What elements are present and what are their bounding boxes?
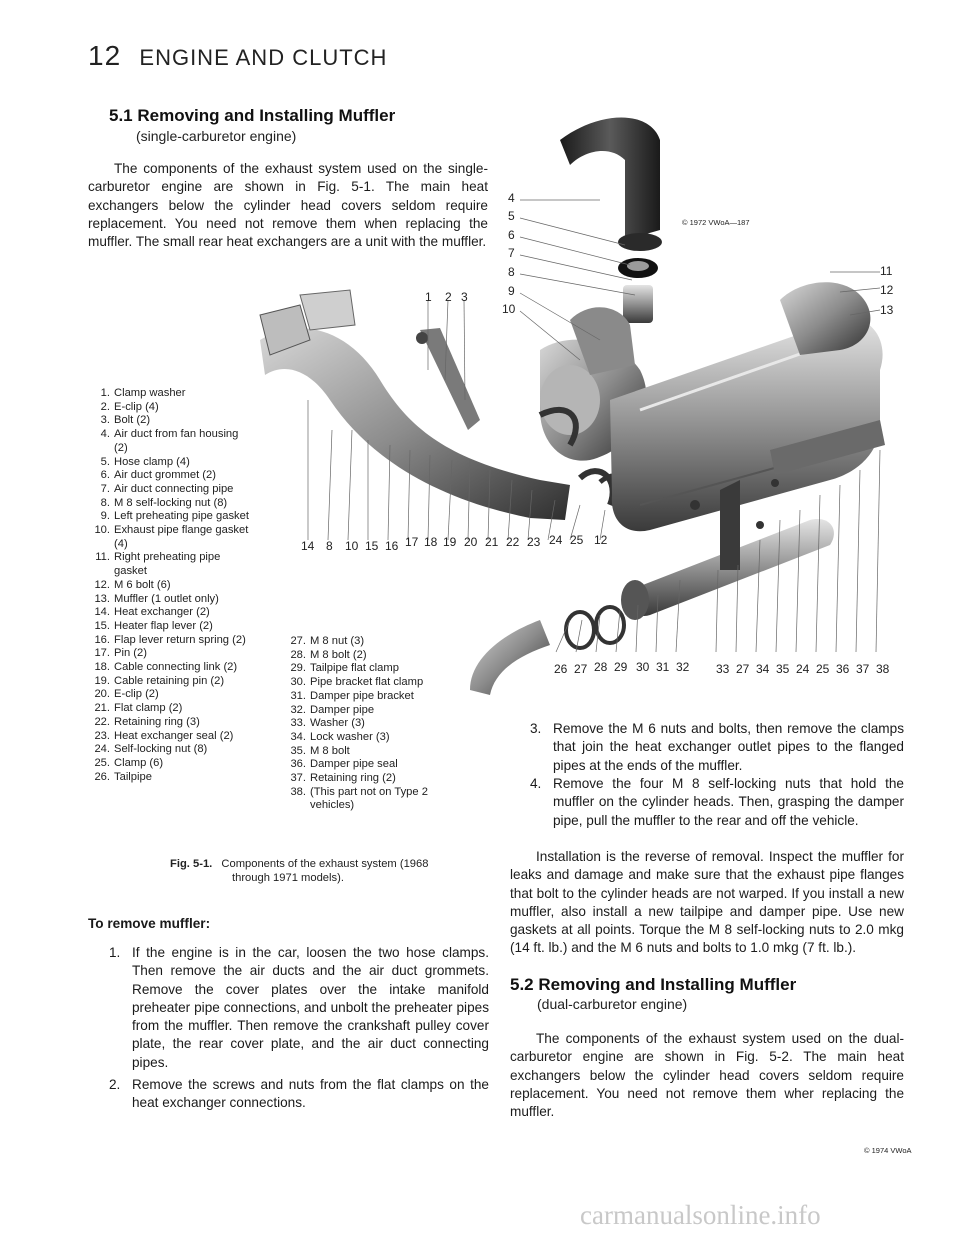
callout-7: 7 [508, 246, 515, 260]
part-description: Muffler (1 outlet only) [114, 592, 219, 605]
parts-list-item [88, 510, 249, 524]
callout-10: 10 [502, 302, 516, 316]
callout-19: 19 [443, 535, 457, 549]
damper-bracket [720, 480, 740, 570]
parts-list-col2 [284, 635, 428, 813]
callout-30: 30 [636, 660, 650, 674]
parts-list-item [88, 593, 249, 607]
part-number: 31. [290, 689, 306, 702]
part-number: 8. [100, 496, 110, 509]
parts-list-item [284, 772, 428, 786]
part-description: Flat clamp (2) [114, 702, 183, 715]
part-description: E-clip (2) [114, 688, 159, 701]
caption-line1: Components of the exhaust system (1968 [221, 858, 429, 870]
part-number: 21. [94, 702, 110, 715]
part-description: Hose clamp (4) [114, 455, 190, 468]
callout-27: 27 [574, 662, 588, 676]
part-number: 24. [94, 743, 110, 756]
exhaust-system-diagram [240, 100, 920, 720]
parts-list-item [284, 649, 428, 663]
part-description: Damper pipe seal [310, 758, 398, 771]
callout-28: 28 [594, 660, 608, 674]
part-number: 25. [94, 756, 110, 769]
parts-list-item [284, 690, 428, 704]
part-description: Flap lever return spring (2) [114, 633, 246, 646]
figure-copyright: © 1972 VWoA—187 [682, 218, 750, 227]
part-description: Heat exchanger seal (2) [114, 729, 234, 742]
parts-list-col1 [88, 387, 249, 784]
part-description: Clamp washer [114, 387, 186, 399]
air-duct-hose [560, 118, 660, 241]
part-number: 30. [290, 676, 306, 689]
site-watermark: carmanualsonline.info [580, 1200, 821, 1230]
caption-label: Fig. 5-1. [170, 858, 213, 870]
tailpipe [470, 620, 550, 695]
hose-clamp [618, 233, 662, 251]
part-number: 32. [290, 703, 306, 716]
part-number: 26. [94, 770, 110, 783]
part-description: M 8 nut (3) [310, 635, 365, 647]
callout-11: 11 [880, 264, 893, 278]
parts-list-item [284, 758, 428, 772]
callout-13: 13 [880, 303, 894, 317]
part-description: Lock washer (3) [310, 730, 390, 743]
part-description: Washer (3) [310, 717, 365, 730]
section-intro-5-2: The components of the exhaust system used on the dual-carburetor engine are shown in Fig. 5-2. The main heat exchangers below the cylinder head covers seldom require replacement. You need not remove them wher replacing the muffler. [510, 1031, 904, 1120]
parts-list-item [284, 676, 428, 690]
parts-list-item [284, 635, 428, 649]
parts-list-item [88, 387, 249, 401]
heat-exchanger-pipe [260, 328, 570, 520]
parts-list-item [88, 551, 249, 565]
callout-16: 16 [385, 539, 399, 553]
part-description: E-clip (4) [114, 400, 159, 413]
callout-12b: 12 [594, 533, 608, 547]
step-number: 1. [109, 945, 121, 960]
section-subtitle-5-2: (dual-carburetor engine) [537, 996, 688, 1012]
parts-list-item [88, 606, 249, 620]
parts-list-item [88, 716, 249, 730]
callout-26: 26 [554, 662, 568, 676]
callout-10b: 10 [345, 539, 359, 553]
callout-8: 8 [508, 265, 515, 279]
part-description: Cable connecting link (2) [114, 661, 238, 674]
step-text: Remove the M 6 nuts and bolts, then remove the clamps that join the heat exchanger outlet pipes to the flanged pipes at the ends of the muffler. [553, 721, 904, 773]
page-number: 12 [88, 40, 122, 71]
callout-32: 32 [676, 660, 690, 674]
parts-list-item [284, 786, 428, 800]
parts-list-item [284, 799, 428, 813]
page-header [88, 40, 387, 72]
part-number: 36. [290, 758, 306, 771]
muffler-body [610, 319, 883, 532]
parts-list-item [284, 731, 428, 745]
callout-36: 36 [836, 662, 850, 676]
heater-flap-lever [420, 328, 480, 430]
callout-23: 23 [527, 535, 541, 549]
part-description: M 6 bolt (6) [114, 578, 171, 591]
flange-top [300, 290, 355, 330]
removal-step-1 [109, 944, 489, 1072]
callout-38: 38 [876, 662, 890, 676]
part-description: Air duct grommet (2) [114, 469, 216, 482]
callout-33: 33 [716, 662, 730, 676]
part-number: 14. [94, 606, 110, 619]
parts-list-item [88, 661, 249, 675]
removal-heading: To remove muffler: [88, 916, 211, 931]
callout-1: 1 [425, 290, 432, 304]
part-description: Bolt (2) [114, 414, 151, 427]
parts-list-item [284, 745, 428, 759]
parts-list-item [88, 428, 249, 442]
parts-list-item [88, 524, 249, 538]
part-description: gasket [114, 565, 147, 578]
part-description: Retaining ring (2) [310, 772, 396, 785]
parts-list-item [88, 456, 249, 470]
callout-4: 4 [508, 191, 515, 205]
part-description: Pipe bracket flat clamp [310, 676, 424, 689]
step-number: 4. [530, 776, 542, 791]
callout-27b: 27 [736, 662, 750, 676]
part-description: Clamp (6) [114, 756, 164, 769]
part-number: 11. [95, 551, 110, 564]
duct-connecting-pipe [623, 285, 653, 323]
callout-24b: 24 [796, 662, 810, 676]
part-number: 33. [290, 717, 306, 730]
parts-list-item [88, 675, 249, 689]
section-title-5-1: 5.1 Removing and Installing Muffler [109, 106, 396, 125]
section-title-5-2: 5.2 Removing and Installing Muffler [510, 975, 797, 994]
removal-step-4 [530, 775, 904, 830]
parts-list-item [88, 401, 249, 415]
part-number: 10. [94, 524, 110, 537]
parts-list-item [88, 730, 249, 744]
parts-list-item [88, 565, 249, 579]
parts-list-item [88, 442, 249, 456]
part-number: 6. [100, 469, 110, 482]
callout-12: 12 [880, 283, 894, 297]
part-description: Air duct connecting pipe [114, 482, 234, 495]
part-number: 35. [290, 744, 306, 757]
chapter-title: ENGINE AND CLUTCH [139, 45, 388, 70]
part-number: 12. [94, 578, 110, 591]
parts-list-item [88, 497, 249, 511]
callout-2: 2 [445, 290, 452, 304]
part-description: (2) [114, 441, 128, 454]
part-description: M 8 bolt (2) [310, 648, 367, 661]
part-number: 22. [94, 715, 110, 728]
figure-caption [170, 857, 490, 885]
callout-8b: 8 [326, 539, 333, 553]
part-number: 1. [100, 387, 110, 399]
parts-list-item [88, 702, 249, 716]
part-number: 38. [290, 785, 306, 798]
parts-list-item [88, 538, 249, 552]
part-description: vehicles) [310, 799, 355, 812]
parts-list-item [88, 743, 249, 757]
part-description: Heater flap lever (2) [114, 619, 213, 632]
callout-25b: 25 [816, 662, 830, 676]
part-description: Retaining ring (3) [114, 715, 200, 728]
part-number: 29. [290, 662, 306, 675]
callout-24: 24 [549, 533, 563, 547]
part-description: (4) [114, 537, 128, 550]
parts-list-item [88, 634, 249, 648]
part-number: 18. [94, 661, 110, 674]
callout-25: 25 [570, 533, 584, 547]
part-number: 19. [94, 674, 110, 687]
part-description: Damper pipe [310, 703, 375, 716]
callout-37: 37 [856, 662, 870, 676]
parts-list-item [88, 579, 249, 593]
parts-list-item [88, 757, 249, 771]
callout-15: 15 [365, 539, 379, 553]
parts-list-item [88, 647, 249, 661]
part-description: Damper pipe bracket [310, 689, 414, 702]
callout-21: 21 [485, 535, 499, 549]
part-description: Cable retaining pin (2) [114, 674, 225, 687]
callout-35: 35 [776, 662, 790, 676]
callout-22: 22 [506, 535, 520, 549]
part-description: Air duct from fan housing [114, 428, 239, 441]
part-number: 37. [290, 772, 306, 785]
part-description: Pin (2) [114, 647, 147, 660]
part-number: 2. [100, 400, 110, 413]
callout-31: 31 [656, 660, 670, 674]
part-description: Exhaust pipe flange gasket [114, 524, 249, 537]
callout-18: 18 [424, 535, 438, 549]
parts-list-item [88, 688, 249, 702]
part-number: 17. [94, 647, 110, 660]
callout-5: 5 [508, 209, 515, 223]
part-number: 27. [290, 635, 306, 647]
part-number: 28. [290, 648, 306, 661]
part-number: 20. [94, 688, 110, 701]
part-description: Left preheating pipe gasket [114, 510, 249, 523]
part-number: 23. [94, 729, 110, 742]
callout-14: 14 [301, 539, 315, 553]
step-text: Remove the screws and nuts from the flat clamps on the heat exchanger connections. [132, 1077, 489, 1111]
part-number: 13. [94, 592, 110, 605]
footer-copyright: © 1974 VWoA [864, 1146, 912, 1155]
parts-list-item [284, 717, 428, 731]
part-description: M 8 self-locking nut (8) [114, 496, 228, 509]
step-number: 3. [530, 721, 542, 736]
removal-step-2 [109, 1076, 489, 1113]
parts-list-item [284, 662, 428, 676]
parts-list-item [88, 414, 249, 428]
removal-step-3 [530, 720, 904, 775]
callout-29: 29 [614, 660, 628, 674]
section-intro-5-1: The components of the exhaust system used on the single-carburetor engine are shown in Fig. 5-1. The main heat exchangers below the cylinder head covers seldom require replacement. You need not remove them when replacing the muffler. The small rear heat exchangers are a unit with the muffler. [88, 161, 488, 250]
part-description: Self-locking nut (8) [114, 743, 208, 756]
part-description: Tailpipe [114, 770, 152, 783]
callout-3: 3 [461, 290, 468, 304]
part-number: 16. [94, 633, 110, 646]
part-number: 4. [100, 428, 110, 441]
part-number: 15. [94, 619, 110, 632]
part-description: Heat exchanger (2) [114, 606, 210, 619]
installation-paragraph: Installation is the reverse of removal. Inspect the muffler for leaks and damage and make sure that the exhaust pipe flanges that bolt to the cylinder heads are not warped. If you install a new muffler, also install a new tailpipe and damper pipe. Use new gaskets at all points. Torque the M 8 self-locking nuts to 2.0 mkg (14 ft. lb.) and the M 6 nuts and bolts to 1.0 mkg (7 ft. lb.). [510, 849, 904, 956]
parts-list-item [88, 483, 249, 497]
parts-list-item [88, 469, 249, 483]
step-text: Remove the four M 8 self-locking nuts that hold the muffler on the cylinder heads. Then, grasping the damper pipe, pull the muffler to the rear and off the vehicle. [553, 776, 904, 828]
part-number: 3. [100, 414, 110, 427]
part-description: Right preheating pipe [114, 551, 221, 564]
parts-list-item [88, 620, 249, 634]
parts-list-item [284, 704, 428, 718]
part-number: 9. [100, 510, 110, 523]
caption-line2: through 1971 models). [232, 872, 344, 884]
part-number: 5. [100, 455, 110, 468]
part-description: Tailpipe flat clamp [310, 662, 399, 675]
section-subtitle-5-1: (single-carburetor engine) [136, 128, 297, 144]
part-description: M 8 bolt [310, 744, 350, 757]
callout-34: 34 [756, 662, 770, 676]
part-description: (This part not on Type 2 [310, 785, 428, 798]
callout-6: 6 [508, 228, 515, 242]
part-number: 7. [100, 482, 110, 495]
part-number: 34. [290, 730, 306, 743]
callout-9: 9 [508, 284, 515, 298]
callout-17: 17 [405, 535, 419, 549]
callout-20: 20 [464, 535, 478, 549]
parts-list-item [88, 771, 249, 785]
step-number: 2. [109, 1077, 121, 1092]
step-text: If the engine is in the car, loosen the two hose clamps. Then remove the air ducts and the air duct grommets. Remove the cover plates over the intake manifold preheater pipe connections, and unbolt the preheater pipes from the muffler. Then remove the crankshaft pulley cover plate, the rear cover plate, and the air duct connecting pipes. [132, 945, 489, 1070]
